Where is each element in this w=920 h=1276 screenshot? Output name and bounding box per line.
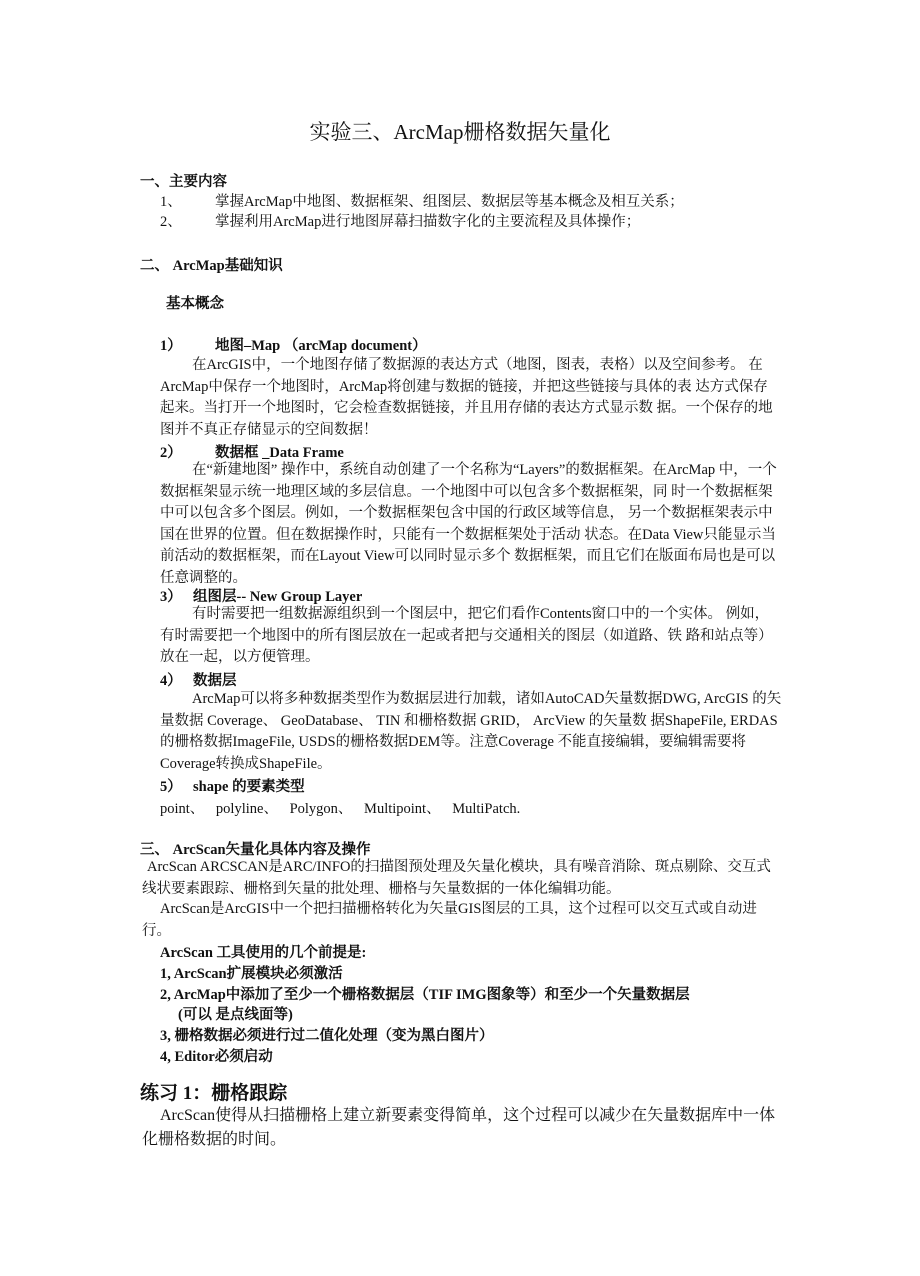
concept-2-body (160, 460, 782, 589)
exercise-1-body (142, 1104, 782, 1152)
concept-5-num: 5） (160, 779, 182, 795)
prereq-2: 2, ArcMap中添加了至少一个栅格数据层（TIF IMG图象等）和至少一个矢量数据层 (160, 987, 690, 1003)
concept-5-title: shape 的要素类型 (193, 779, 305, 795)
concept-1-num: 1） (160, 338, 182, 354)
prereq-heading: ArcScan 工具使用的几个前提是: (160, 945, 367, 961)
section-1-item-2-text: 掌握利用ArcMap进行地图屏幕扫描数字化的主要流程及具体操作； (215, 214, 641, 230)
section-3-para-2-text: ArcScan是ArcGIS中一个把扫描栅格转化为矢量GIS图层的工具，这个过程可以交互式或自动进行。 (142, 901, 757, 939)
concept-1-body (160, 355, 782, 441)
exercise-1-body-text: ArcScan使得从扫描栅格上建立新要素变得简单，这个过程可以减少在矢量数据库中一体化栅格数据的时间。 (142, 1107, 776, 1148)
concept-4-body (160, 689, 782, 775)
section-3-para-2 (142, 899, 782, 942)
prereq-1: 1, ArcScan扩展模块必须激活 (160, 966, 343, 982)
concept-5-body: point、 polyline、 Polygon、 Multipoint、 MultiPatch. (160, 801, 521, 817)
concept-4-body-text: ArcMap可以将多种数据类型作为数据层进行加载，诸如AutoCAD矢量数据DWG, ArcGIS 的矢量数据 Coverage、 GeoDatabase、 TIN 和栅格数据 GRID， ArcView 的矢量数 据ShapeFile, ERDAS的栅格数据ImageFile, USDS的栅格数据DEM等。注意Coverage 不能直接编辑，要编辑需要将Coverage转换成ShapeFile。 (160, 691, 782, 772)
page-title: 实验三、ArcMap栅格数据矢量化 (309, 120, 611, 144)
section-2-subheading: 基本概念 (166, 296, 224, 312)
prereq-2-continued: (可以 是点线面等) (178, 1007, 293, 1023)
concept-3-body (160, 604, 782, 669)
concept-3-title: 组图层-- New Group Layer (193, 589, 363, 605)
concept-4-title: 数据层 (193, 673, 237, 689)
section-1-item-2-num: 2、 (160, 214, 182, 230)
concept-1-body-text: 在ArcGIS中，一个地图存储了数据源的表达方式（地图，图表，表格）以及空间参考。 在ArcMap中保存一个地图时，ArcMap将创建与数据的链接，并把这些链接与具体的表 达方式保存起来。当打开一个地图时，它会检查数据链接，并且用存储的表达方式显示数 据。一个保存的地图并不真正存储显示的空间数据！ (160, 357, 773, 438)
prereq-4: 4, Editor必须启动 (160, 1049, 273, 1065)
section-3-heading: 三、 ArcScan矢量化具体内容及操作 (140, 842, 371, 858)
section-1-heading: 一、主要内容 (140, 174, 227, 190)
concept-2-title: 数据框 _Data Frame (215, 445, 344, 461)
concept-1-title: 地图–Map （arcMap document） (215, 338, 427, 354)
prereq-3: 3, 栅格数据必须进行过二值化处理（变为黑白图片） (160, 1028, 494, 1044)
concept-2-body-text: 在“新建地图” 操作中，系统自动创建了一个名称为“Layers”的数据框架。在ArcMap 中，一个数据框架显示统一地理区域的多层信息。一个地图中可以包含多个数据框架，同 时一个数据框架中可以包含多个图层。例如，一个数据框架包含中国的行政区域等信息， 另一个数据框架表示中国在世界的位置。但在数据操作时，只能有一个数据框架处于活动 状态。在Data View只能显示当前活动的数据框架，而在Layout View可以同时显示多个 数据框架，而且它们在版面布局也是可以任意调整的。 (160, 462, 777, 586)
section-1-item-1-num: 1、 (160, 194, 182, 210)
section-3-para-1 (142, 857, 782, 900)
concept-3-body-text: 有时需要把一组数据源组织到一个图层中，把它们看作Contents窗口中的一个实体。 例如，有时需要把一个地图中的所有图层放在一起或者把与交通相关的图层（如道路、铁 路和站点等）放在一起，以方便管理。 (160, 606, 773, 665)
concept-3-num: 3） (160, 589, 182, 605)
concept-2-num: 2） (160, 445, 182, 461)
concept-4-num: 4） (160, 673, 182, 689)
section-1-item-1-text: 掌握ArcMap中地图、数据框架、组图层、数据层等基本概念及相互关系； (215, 194, 684, 210)
exercise-1-heading: 练习 1：栅格跟踪 (140, 1083, 288, 1104)
section-2-heading: 二、 ArcMap基础知识 (140, 258, 283, 274)
section-3-para-1-text: ArcScan ARCSCAN是ARC/INFO的扫描图预处理及矢量化模块，具有噪音消除、斑点剔除、交互式线状要素跟踪、栅格到矢量的批处理、栅格与矢量数据的一体化编辑功能。 (142, 859, 771, 897)
